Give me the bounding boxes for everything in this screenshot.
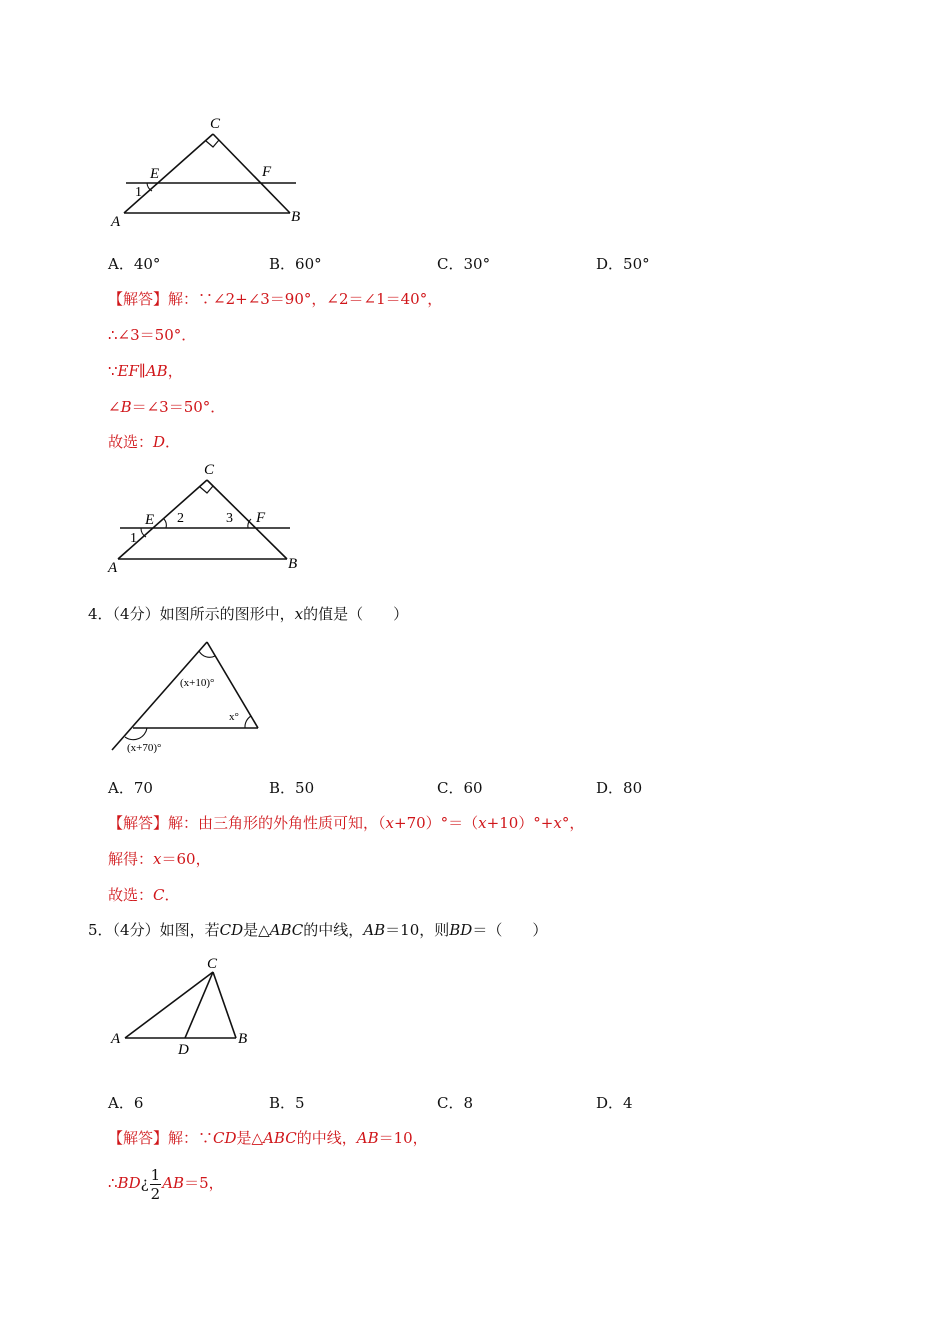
solution-tag: 【解答】 xyxy=(108,290,169,308)
exterior-angle-diagram xyxy=(100,630,275,760)
label-e: E xyxy=(150,166,160,182)
q3-solution-answer: 故选：D． xyxy=(108,433,181,451)
q5-stem: 5．（4分）如图，若CD是△ABC的中线，AB＝10，则BD＝（ ） xyxy=(88,921,548,939)
q3-option-a: A．40° xyxy=(108,255,161,273)
q3-solution-line1: 【解答】解：∵∠2+∠3＝90°，∠2＝∠1＝40°， xyxy=(108,290,443,308)
label-b: B xyxy=(238,1031,248,1047)
triangle-diagram-2 xyxy=(100,458,320,580)
q5-option-b: B．5 xyxy=(269,1094,305,1112)
label-e: E xyxy=(145,512,155,528)
q4-solution-line2: 解得：x＝60， xyxy=(108,850,211,868)
q5-option-a: A．6 xyxy=(108,1094,144,1112)
label-b: B xyxy=(291,209,301,225)
label-c: C xyxy=(207,956,218,972)
label-c: C xyxy=(204,462,215,478)
label-angle-3: 3 xyxy=(226,511,233,526)
q5-solution-line1: 【解答】解：∵CD是△ABC的中线，AB＝10， xyxy=(108,1129,428,1147)
q5-solution-line2: ∴BD¿ $\frac{1}{2}$ AB＝5， xyxy=(108,1165,224,1203)
fraction-one-half: $\frac{1}{2}$ xyxy=(150,1165,161,1203)
figure-q4-triangle xyxy=(100,630,275,760)
q4-option-a: A．70 xyxy=(108,779,153,797)
label-c: C xyxy=(210,116,221,132)
label-angle-1: 1 xyxy=(130,531,137,546)
q5-option-d: D．4 xyxy=(596,1094,633,1112)
label-angle-2: 2 xyxy=(177,511,184,526)
q4-option-d: D．80 xyxy=(596,779,643,797)
glyph-artifact: ¿ xyxy=(140,1174,149,1192)
q3-option-d: D．50° xyxy=(596,255,650,273)
q4-solution-answer: 故选：C． xyxy=(108,886,180,904)
q4-stem: 4．（4分）如图所示的图形中，x的值是（ ） xyxy=(88,605,409,623)
figure-q3-solution xyxy=(100,458,320,580)
median-diagram xyxy=(100,950,260,1060)
angle-label-exterior: (x+70)° xyxy=(127,742,162,754)
label-f: F xyxy=(256,510,266,526)
triangle-diagram-1 xyxy=(100,110,320,235)
q4-option-c: C．60 xyxy=(437,779,483,797)
figure-q5-triangle xyxy=(100,950,260,1060)
label-a: A xyxy=(111,214,121,230)
label-angle-1: 1 xyxy=(135,185,142,200)
label-f: F xyxy=(262,164,272,180)
angle-label-top: (x+10)° xyxy=(180,677,215,689)
label-a: A xyxy=(108,560,118,576)
label-d: D xyxy=(178,1042,189,1058)
q3-solution-line3: ∵EF∥AB， xyxy=(108,362,183,380)
q3-option-c: C．30° xyxy=(437,255,491,273)
solution-tag: 【解答】 xyxy=(108,814,169,832)
q3-option-b: B．60° xyxy=(269,255,322,273)
q3-solution-line2: ∴∠3＝50°． xyxy=(108,326,197,344)
q5-option-c: C．8 xyxy=(437,1094,474,1112)
solution-tag: 【解答】 xyxy=(108,1129,169,1147)
label-a: A xyxy=(111,1031,121,1047)
q4-option-b: B．50 xyxy=(269,779,315,797)
label-b: B xyxy=(288,556,298,572)
angle-label-right: x° xyxy=(229,711,239,723)
figure-q3-triangle xyxy=(100,110,320,235)
q4-solution-line1: 【解答】解：由三角形的外角性质可知，（x+70）°＝（x+10）°+x°， xyxy=(108,814,585,832)
q3-solution-line4: ∠B＝∠3＝50°． xyxy=(108,398,226,416)
